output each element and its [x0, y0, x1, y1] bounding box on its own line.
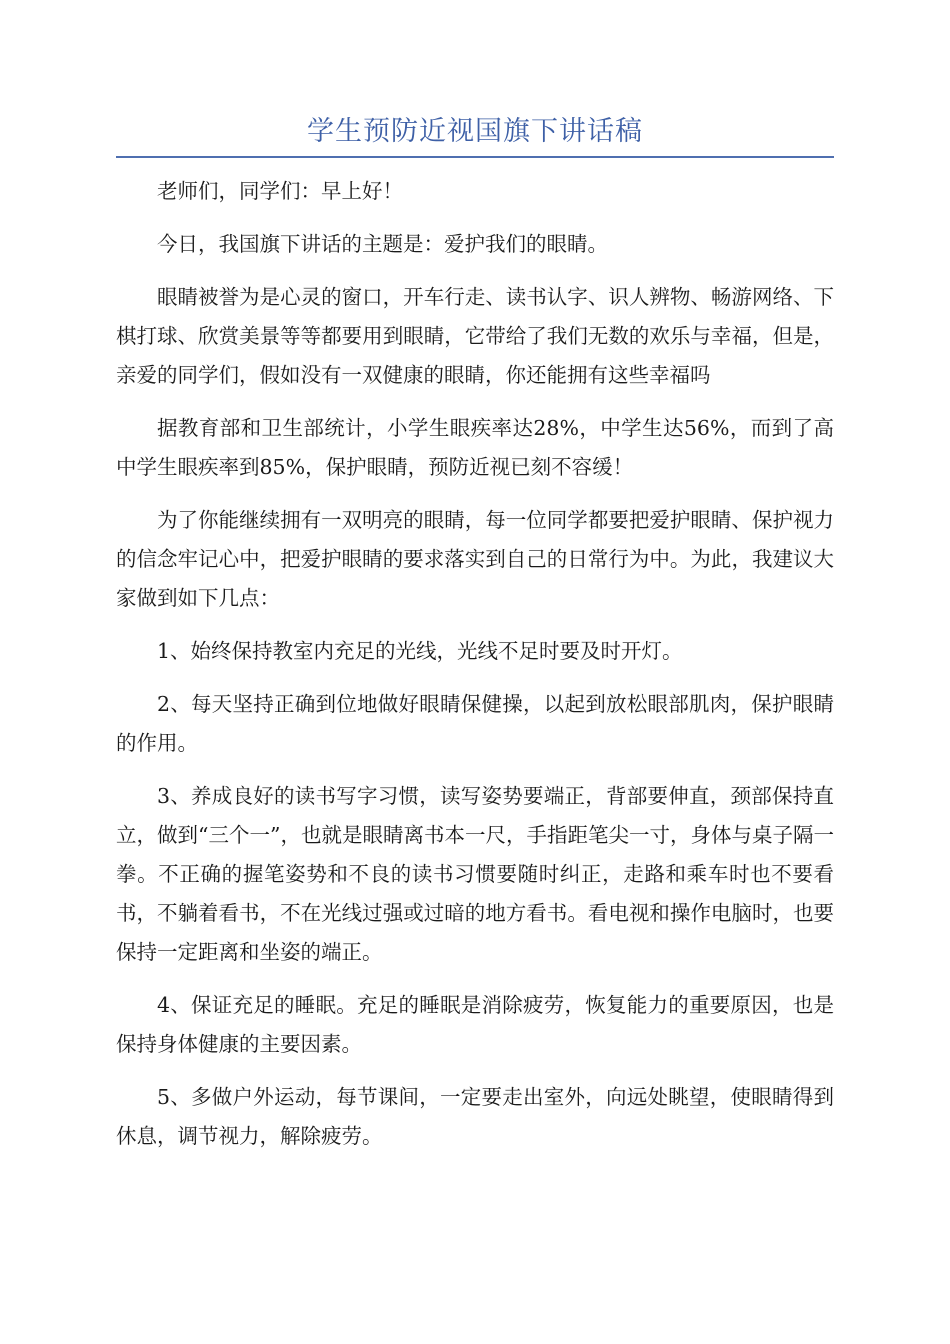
list-item-outdoor-activity: 5、多做户外运动，每节课间，一定要走出室外，向远处眺望，使眼睛得到休息，调节视力，解除疲劳。 — [116, 1085, 834, 1148]
paragraph-statistics: 据教育部和卫生部统计，小学生眼疾率达28%，中学生达56%，而到了高中学生眼疾率到85%，保护眼睛，预防近视已刻不容缓！ — [116, 416, 834, 479]
list-item-reading-habits: 3、养成良好的读书写字习惯，读写姿势要端正，背部要伸直，颈部保持直立，做到“三个一”，也就是眼睛离书本一尺，手指距笔尖一寸，身体与桌子隔一拳。不正确的握笔姿势和不良的读书习惯要随时纠正，走路和乘车时也不要看书，不躺着看书，不在光线过强或过暗的地方看书。看电视和操作电脑时，也要保持一定距离和坐姿的端正。 — [116, 784, 834, 964]
list-item-eye-exercises: 2、每天坚持正确到位地做好眼睛保健操，以起到放松眼部肌肉，保护眼睛的作用。 — [116, 692, 834, 755]
document-body — [116, 172, 834, 1170]
list-item-sleep: 4、保证充足的睡眠。充足的睡眠是消除疲劳，恢复能力的重要原因，也是保持身体健康的主要因素。 — [116, 993, 834, 1056]
list-item-lighting: 1、始终保持教室内充足的光线，光线不足时要及时开灯。 — [157, 639, 683, 663]
paragraph-eyes-window: 眼睛被誉为是心灵的窗口，开车行走、读书认字、识人辨物、畅游网络、下棋打球、欣赏美景等等都要用到眼睛，它带给了我们无数的欢乐与幸福，但是，亲爱的同学们，假如没有一双健康的眼睛，你还能拥有这些幸福吗 — [116, 285, 834, 387]
paragraph-suggestions-intro: 为了你能继续拥有一双明亮的眼睛，每一位同学都要把爱护眼睛、保护视力的信念牢记心中，把爱护眼睛的要求落实到自己的日常行为中。为此，我建议大家做到如下几点： — [116, 508, 834, 610]
paragraph-topic: 今日，我国旗下讲话的主题是：爱护我们的眼睛。 — [157, 232, 608, 256]
paragraph-greeting: 老师们，同学们：早上好！ — [157, 179, 403, 203]
page-title: 学生预防近视国旗下讲话稿 — [307, 116, 643, 147]
title-block — [116, 112, 834, 158]
